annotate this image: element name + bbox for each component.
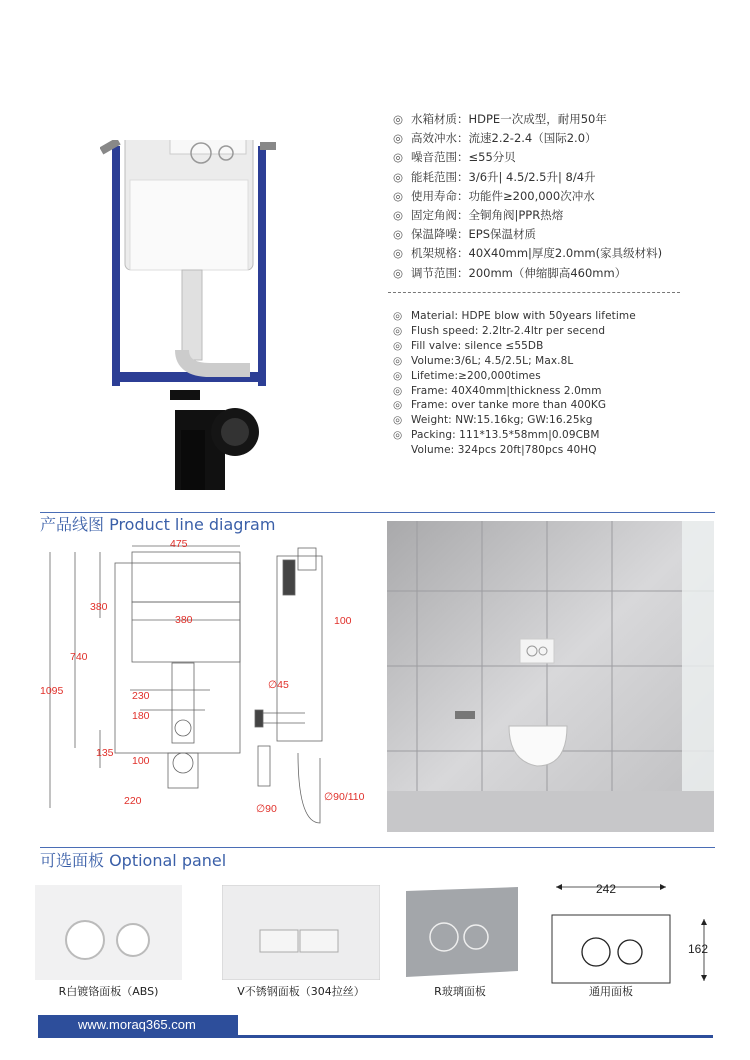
panel-caption: V不锈钢面板（304拉丝） [237,985,365,998]
spec-cn-row: ◎ 调节范围：200mm（伸缩脚高460mm） [393,264,733,283]
spec-en-row: ◎ Frame: 40X40mm|thickness 2.0mm [393,384,602,397]
spec-en-row: ◎ Material: HDPE blow with 50years lifetime [393,310,636,322]
dim-label: 135 [96,747,114,759]
dim-label: 100 [132,755,150,767]
spec-en-row: ◎ Packing: 111*13.5*58mm|0.09CBM [393,429,600,442]
bullet-icon: ◎ [393,310,403,322]
panel-universal-drawing [548,875,718,985]
spec-cn-row: ◎ 噪音范围：≤55分贝 [393,148,733,167]
spec-en-row: ◎ Flush speed: 2.2ltr-2.4ltr per secend [393,324,606,337]
panel-height-label: 162 [688,942,709,956]
bullet-icon: ◎ [393,399,403,412]
dim-label: 475 [170,538,188,550]
bullet-icon: ◎ [393,227,404,242]
dim-label: 740 [70,651,88,663]
panel-width-label: 242 [596,882,617,896]
dim-label: 100 [334,615,352,627]
spec-en-row: ◎ Fill valve: silence ≤55DB [393,339,544,352]
panel-caption: R玻璃面板 [434,985,486,998]
section-title-product-diagram: 产品线图 Product line diagram [40,515,276,534]
bullet-icon: ◎ [393,354,403,367]
bullet-icon: ◎ [393,112,404,126]
bullet-icon: ◎ [393,429,403,442]
bullet-icon: ◎ [393,339,403,352]
bullet-icon: ◎ [393,131,404,146]
panel-caption: R白镀铬面板（ABS) [58,985,159,998]
spec-cn-row: ◎ 使用寿命：功能件≥200,000次冲水 [393,187,733,206]
dim-label: 1095 [40,685,64,697]
bullet-icon: ◎ [393,414,403,427]
dim-label: ∅45 [268,679,289,691]
bathroom-installation-photo [387,521,714,832]
panel-white-chrome-image [35,885,182,980]
dim-label: ∅90 [256,803,277,815]
spec-cn-row: ◎ 能耗范围：3/6升| 4.5/2.5升| 8/4升 [393,168,733,187]
spec-list-chinese [393,110,733,283]
spec-cn-row: ◎ 水箱材质：HDPE一次成型，耐用50年 [393,110,733,129]
black-elbow-pipe [165,390,265,500]
dim-label: ∅90/110 [324,791,365,803]
bullet-icon: ◎ [393,265,404,280]
spec-en-row: ◎ Lifetime:≥200,000times [393,369,541,382]
dashed-divider [388,292,680,293]
bullet-icon: ◎ [393,369,403,382]
spec-list-english [393,309,733,458]
spec-cn-row: ◎ 固定角阀：全铜角阀|PPR热熔 [393,206,733,225]
bullet-icon: ◎ [393,188,404,203]
spec-cn-row: ◎ 机架规格：40X40mm|厚度2.0mm(家具级材料) [393,244,733,263]
bullet-icon: ◎ [393,324,403,337]
cistern-frame-product-image [100,140,280,400]
section-title-optional-panel: 可选面板 Optional panel [40,851,227,870]
spec-en-row: Volume: 324pcs 20ft|780pcs 40HQ [411,444,597,457]
bullet-icon: ◎ [393,384,403,397]
dim-label: 380 [175,614,193,626]
bullet-icon: ◎ [393,208,404,223]
spec-en-row: ◎ Volume:3/6L; 4.5/2.5L; Max.8L [393,354,574,367]
spec-cn-row: ◎ 高效冲水：流速2.2-2.4（国际2.0） [393,129,733,148]
dim-label: 230 [132,690,150,702]
dim-label: 380 [90,601,108,613]
spec-en-row: ◎ Frame: over tanke more than 400KG [393,399,607,412]
spec-en-row: ◎ Weight: NW:15.16kg; GW:16.25kg [393,414,593,427]
spec-cn-row: ◎ 保温降噪：EPS保温材质 [393,225,733,244]
bullet-icon: ◎ [393,246,404,261]
bullet-icon: ◎ [393,150,404,165]
panel-stainless-image [222,885,380,980]
panel-caption: 通用面板 [589,985,633,998]
dim-label: 220 [124,795,142,807]
footer-strip [38,1035,713,1038]
product-line-diagram [40,538,380,838]
dim-label: 180 [132,710,150,722]
bullet-icon: ◎ [393,169,404,184]
panel-glass-image [400,885,520,980]
footer-url[interactable]: www.moraq365.com [78,1017,196,1032]
